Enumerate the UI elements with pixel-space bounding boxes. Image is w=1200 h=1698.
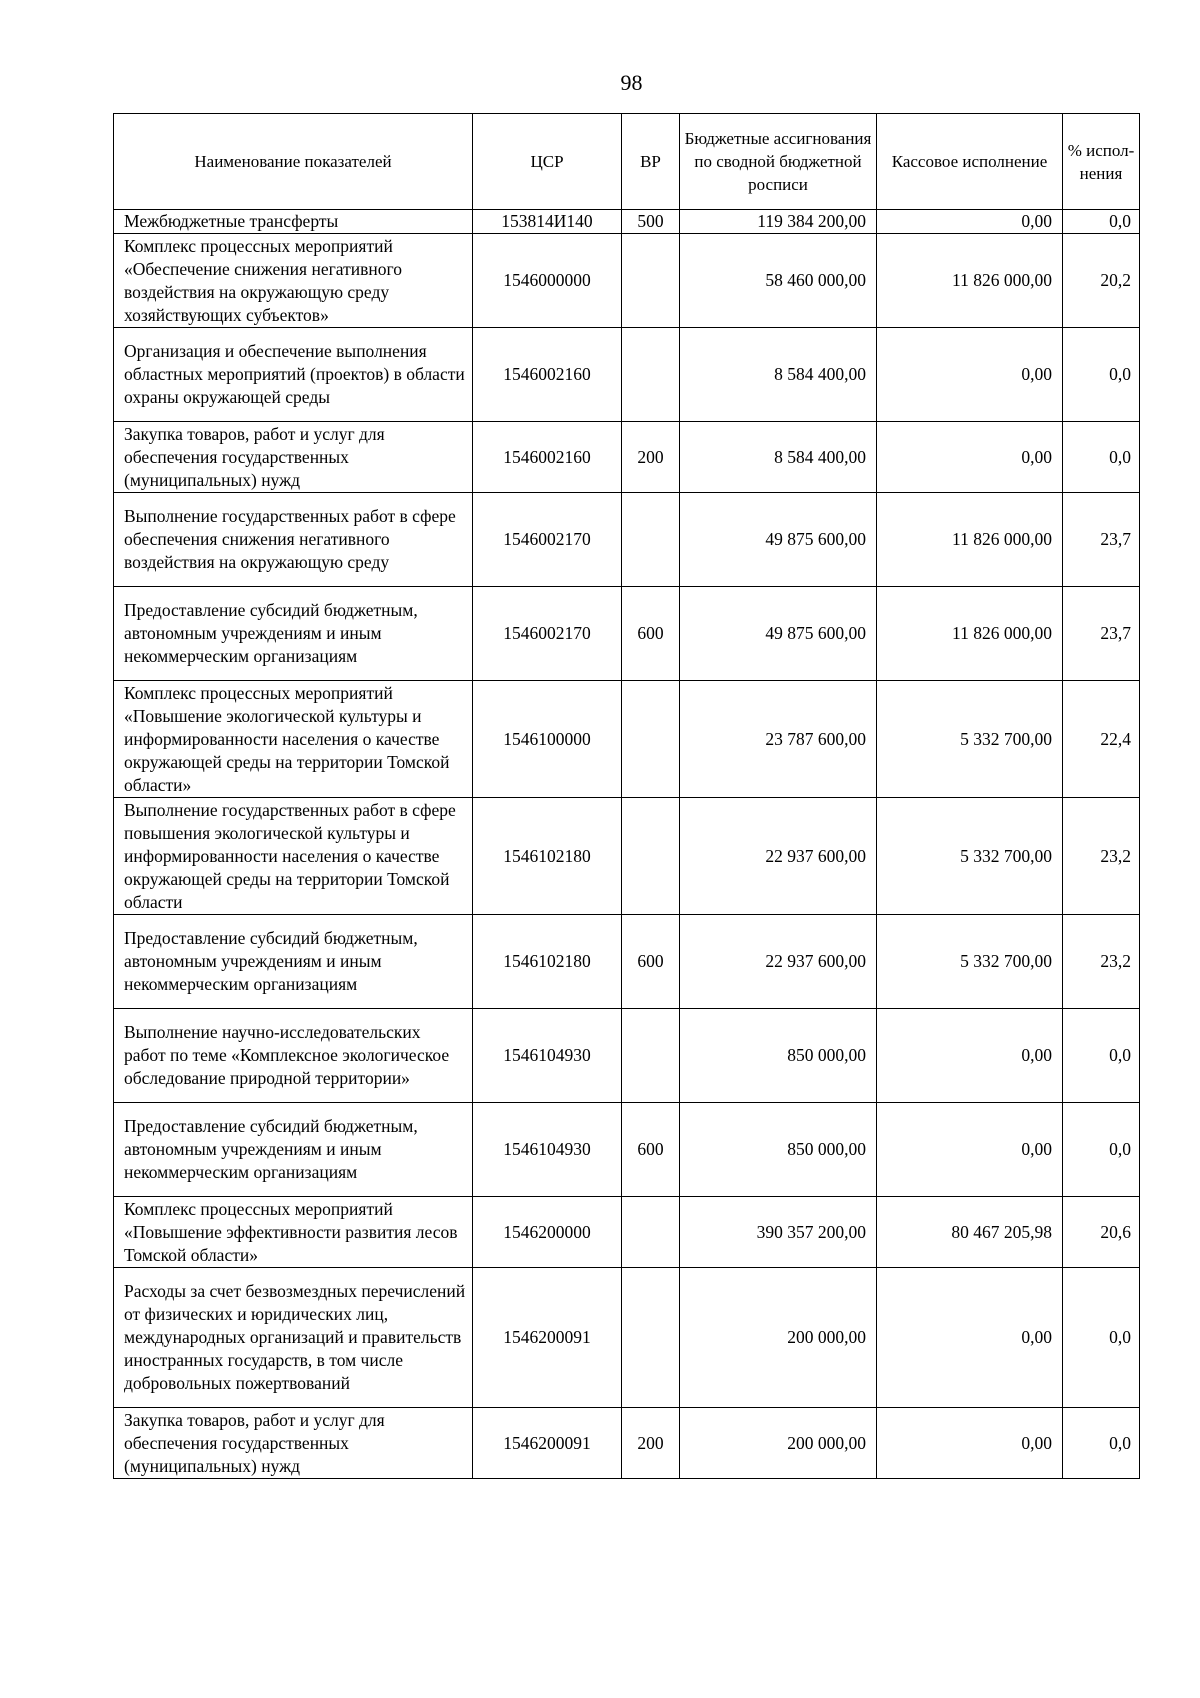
cell-budget: 850 000,00 [680, 1103, 877, 1197]
cell-cash: 11 826 000,00 [877, 493, 1063, 587]
cell-percent: 20,2 [1063, 234, 1140, 328]
cell-cash: 80 467 205,98 [877, 1197, 1063, 1268]
table-row [114, 1408, 1140, 1479]
cell-name: Организация и обеспечение выполнения областных мероприятий (проектов) в области охраны окружающей среды [114, 328, 473, 422]
cell-vr [622, 681, 680, 798]
cell-name: Комплекс процессных мероприятий «Повышение эффективности развития лесов Томской области» [114, 1197, 473, 1268]
cell-percent: 0,0 [1063, 1009, 1140, 1103]
cell-csr: 1546002170 [473, 587, 622, 681]
cell-csr: 1546104930 [473, 1009, 622, 1103]
cell-percent: 23,2 [1063, 798, 1140, 915]
page-number: 98 [620, 70, 643, 95]
cell-cash: 0,00 [877, 1268, 1063, 1408]
header-csr: ЦСР [473, 114, 622, 210]
cell-csr: 1546100000 [473, 681, 622, 798]
cell-cash: 0,00 [877, 328, 1063, 422]
cell-name: Закупка товаров, работ и услуг для обеспечения государственных (муниципальных) нужд [114, 422, 473, 493]
table-row [114, 587, 1140, 681]
table-row [114, 798, 1140, 915]
cell-budget: 200 000,00 [680, 1268, 877, 1408]
cell-budget: 8 584 400,00 [680, 328, 877, 422]
table-row [114, 915, 1140, 1009]
cell-csr: 1546104930 [473, 1103, 622, 1197]
cell-csr: 1546002160 [473, 422, 622, 493]
cell-cash: 0,00 [877, 1103, 1063, 1197]
cell-name: Предоставление субсидий бюджетным, автономным учреждениям и иным некоммерческим организациям [114, 915, 473, 1009]
cell-cash: 5 332 700,00 [877, 915, 1063, 1009]
header-cash: Кассовое исполнение [877, 114, 1063, 210]
table-row [114, 493, 1140, 587]
cell-percent: 0,0 [1063, 422, 1140, 493]
table-row [114, 328, 1140, 422]
table-row [114, 1197, 1140, 1268]
cell-cash: 5 332 700,00 [877, 681, 1063, 798]
cell-budget: 119 384 200,00 [680, 210, 877, 234]
cell-percent: 0,0 [1063, 1268, 1140, 1408]
cell-cash: 5 332 700,00 [877, 798, 1063, 915]
cell-vr: 200 [622, 422, 680, 493]
cell-budget: 58 460 000,00 [680, 234, 877, 328]
cell-percent: 20,6 [1063, 1197, 1140, 1268]
header-budget: Бюджетные ассигнования по сводной бюджетной росписи [680, 114, 877, 210]
cell-csr: 1546002160 [473, 328, 622, 422]
cell-vr [622, 1197, 680, 1268]
cell-vr [622, 1009, 680, 1103]
cell-cash: 0,00 [877, 1009, 1063, 1103]
table-row [114, 210, 1140, 234]
cell-csr: 1546002170 [473, 493, 622, 587]
cell-name: Закупка товаров, работ и услуг для обеспечения государственных (муниципальных) нужд [114, 1408, 473, 1479]
budget-execution-table [113, 113, 1140, 1479]
header-percent: % испол-нения [1063, 114, 1140, 210]
cell-cash: 11 826 000,00 [877, 587, 1063, 681]
cell-vr: 200 [622, 1408, 680, 1479]
cell-vr [622, 234, 680, 328]
cell-name: Выполнение государственных работ в сфере повышения экологической культуры и информированности населения о качестве окружающей среды на территории Томской области [114, 798, 473, 915]
cell-cash: 0,00 [877, 1408, 1063, 1479]
cell-csr: 153814И140 [473, 210, 622, 234]
table-row [114, 1009, 1140, 1103]
cell-csr: 1546200000 [473, 1197, 622, 1268]
cell-vr [622, 328, 680, 422]
cell-vr [622, 798, 680, 915]
cell-cash: 0,00 [877, 422, 1063, 493]
cell-percent: 0,0 [1063, 328, 1140, 422]
cell-vr: 600 [622, 1103, 680, 1197]
table-row [114, 1268, 1140, 1408]
table-body [114, 210, 1140, 1479]
cell-name: Предоставление субсидий бюджетным, автономным учреждениям и иным некоммерческим организациям [114, 587, 473, 681]
cell-cash: 0,00 [877, 210, 1063, 234]
cell-percent: 0,0 [1063, 210, 1140, 234]
cell-budget: 200 000,00 [680, 1408, 877, 1479]
header-vr: ВР [622, 114, 680, 210]
cell-budget: 850 000,00 [680, 1009, 877, 1103]
table-header-row [114, 114, 1140, 210]
cell-budget: 8 584 400,00 [680, 422, 877, 493]
cell-budget: 22 937 600,00 [680, 798, 877, 915]
table-row [114, 681, 1140, 798]
cell-percent: 0,0 [1063, 1408, 1140, 1479]
cell-name: Комплекс процессных мероприятий «Обеспечение снижения негативного воздействия на окружающую среду хозяйствующих субъектов» [114, 234, 473, 328]
cell-budget: 49 875 600,00 [680, 493, 877, 587]
cell-percent: 23,2 [1063, 915, 1140, 1009]
cell-budget: 390 357 200,00 [680, 1197, 877, 1268]
cell-name: Предоставление субсидий бюджетным, автономным учреждениям и иным некоммерческим организациям [114, 1103, 473, 1197]
cell-name: Выполнение государственных работ в сфере обеспечения снижения негативного воздействия на окружающую среду [114, 493, 473, 587]
cell-vr: 600 [622, 587, 680, 681]
cell-percent: 23,7 [1063, 493, 1140, 587]
cell-csr: 1546000000 [473, 234, 622, 328]
table-row [114, 422, 1140, 493]
cell-name: Выполнение научно-исследовательских работ по теме «Комплексное экологическое обследование природной территории» [114, 1009, 473, 1103]
cell-name: Межбюджетные трансферты [114, 210, 473, 234]
cell-percent: 0,0 [1063, 1103, 1140, 1197]
cell-budget: 22 937 600,00 [680, 915, 877, 1009]
cell-vr: 500 [622, 210, 680, 234]
table-row [114, 1103, 1140, 1197]
cell-name: Расходы за счет безвозмездных перечислений от физических и юридических лиц, международных организаций и правительств иностранных государств, в том числе добровольных пожертвований [114, 1268, 473, 1408]
header-name: Наименование показателей [114, 114, 473, 210]
cell-budget: 49 875 600,00 [680, 587, 877, 681]
cell-percent: 22,4 [1063, 681, 1140, 798]
cell-percent: 23,7 [1063, 587, 1140, 681]
cell-cash: 11 826 000,00 [877, 234, 1063, 328]
cell-csr: 1546102180 [473, 798, 622, 915]
cell-csr: 1546200091 [473, 1268, 622, 1408]
cell-budget: 23 787 600,00 [680, 681, 877, 798]
cell-csr: 1546102180 [473, 915, 622, 1009]
cell-vr [622, 1268, 680, 1408]
cell-vr: 600 [622, 915, 680, 1009]
table-row [114, 234, 1140, 328]
cell-name: Комплекс процессных мероприятий «Повышение экологической культуры и информированности населения о качестве окружающей среды на территории Томской области» [114, 681, 473, 798]
cell-csr: 1546200091 [473, 1408, 622, 1479]
cell-vr [622, 493, 680, 587]
